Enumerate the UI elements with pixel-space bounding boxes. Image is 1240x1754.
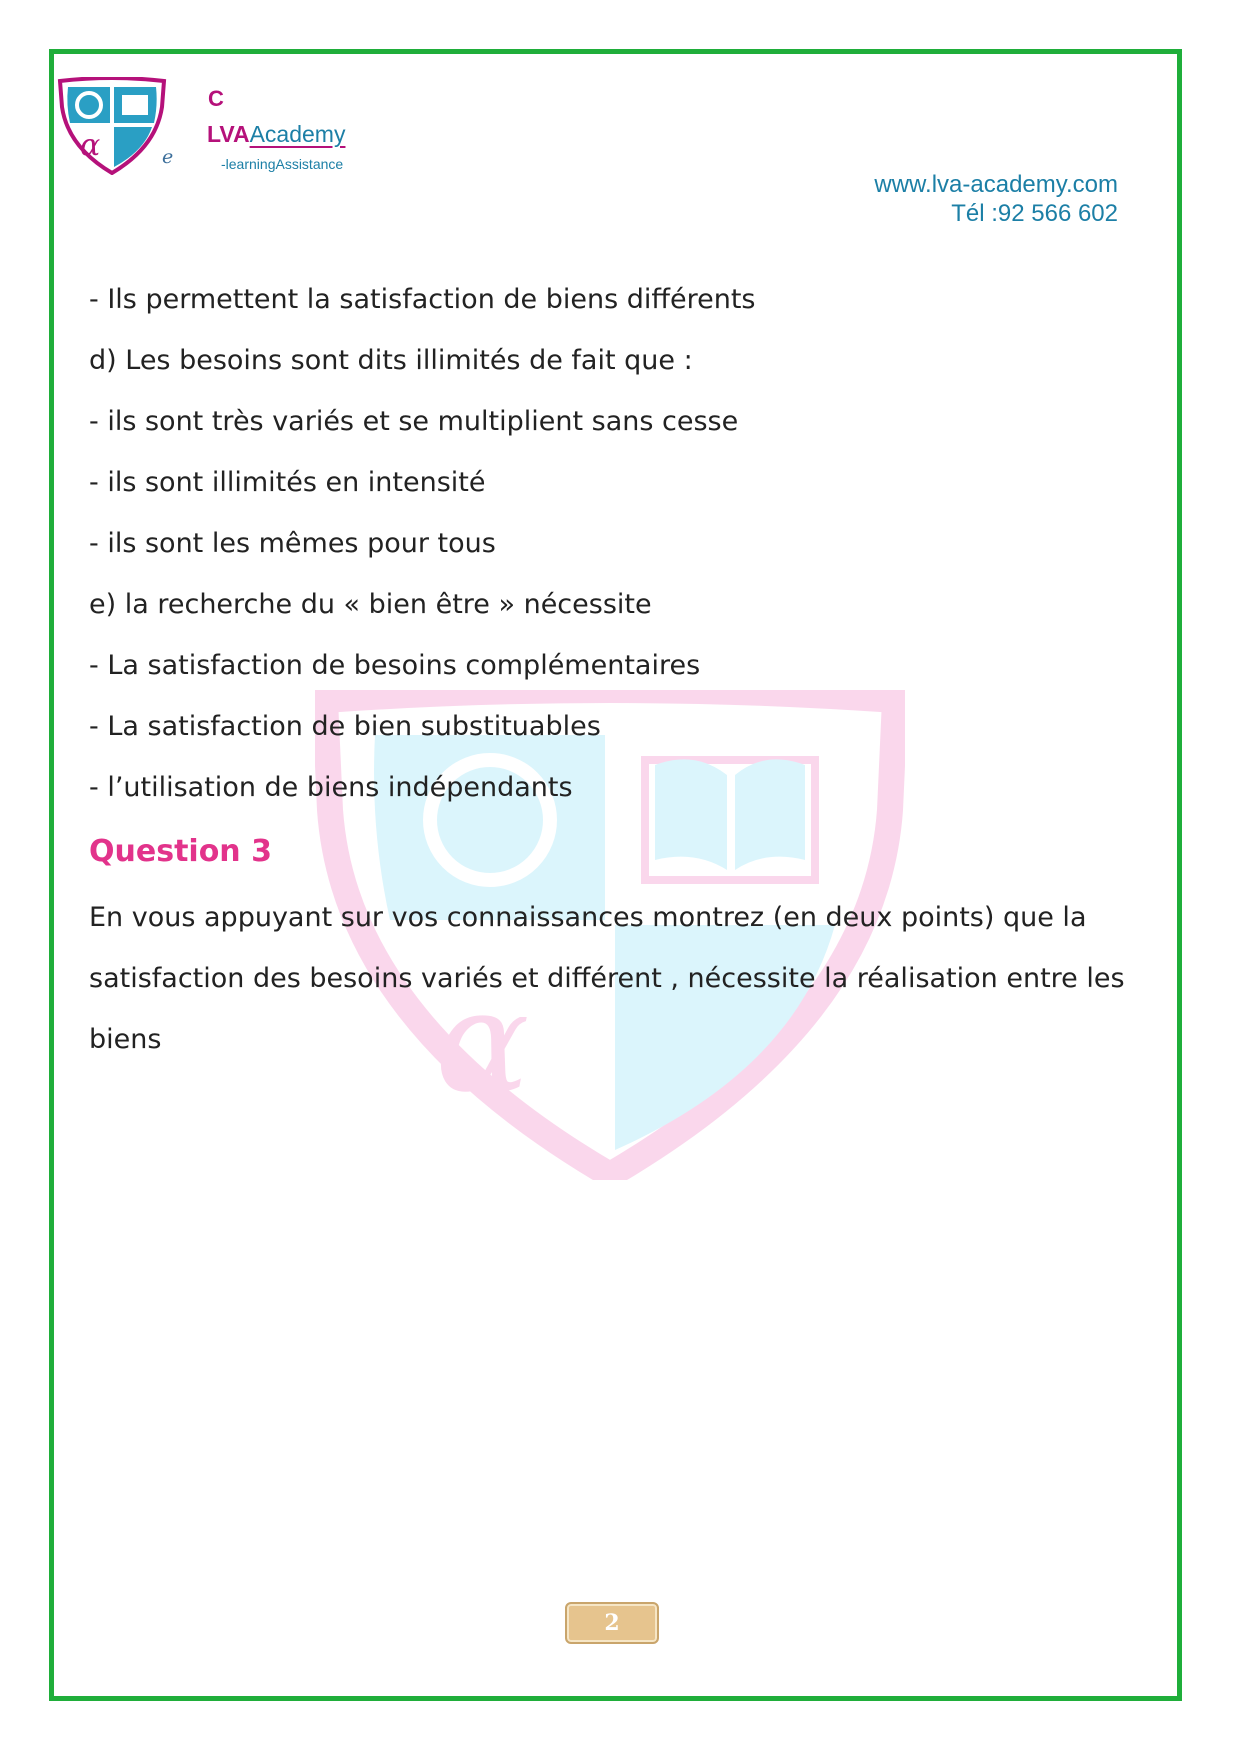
document-body [89, 280, 1129, 1070]
text-line: - ils sont les mêmes pour tous [89, 528, 496, 559]
text-line: - l’utilisation de biens indépendants [89, 772, 573, 803]
brand-c: C [208, 86, 224, 111]
text-line: - Ils permettent la satisfaction de biens différents [89, 284, 756, 315]
question-text: En vous appuyant sur vos connaissances montrez (en deux points) que la satisfaction des besoins variés et différent , nécessite la réalisation entre les biens [89, 902, 1125, 1055]
logo-letter: e [162, 146, 174, 168]
brand-tagline: -learningAssistance [221, 156, 344, 172]
text-line: - ils sont illimités en intensité [89, 467, 486, 498]
text-line: - La satisfaction de bien substituables [89, 711, 601, 742]
contact-info [874, 170, 1118, 228]
svg-text:α: α [80, 128, 101, 163]
svg-text:α: α [435, 961, 530, 1124]
brand-lva: LVA [207, 121, 250, 147]
brand-name [207, 121, 345, 148]
lva-shield-logo [56, 77, 168, 175]
question-title: Question 3 [89, 834, 272, 869]
text-line: - La satisfaction de besoins complémentaires [89, 650, 701, 681]
phone-number: Tél :92 566 602 [951, 200, 1118, 227]
website-link[interactable]: www.lva-academy.com [874, 171, 1118, 198]
text-line: d) Les besoins sont dits illimités de fait que : [89, 345, 693, 376]
page-number: 2 [565, 1602, 659, 1644]
brand-academy: Academy [249, 121, 346, 147]
text-line: - ils sont très variés et se multiplient sans cesse [89, 406, 739, 437]
text-line: e) la recherche du « bien être » nécessite [89, 589, 652, 620]
